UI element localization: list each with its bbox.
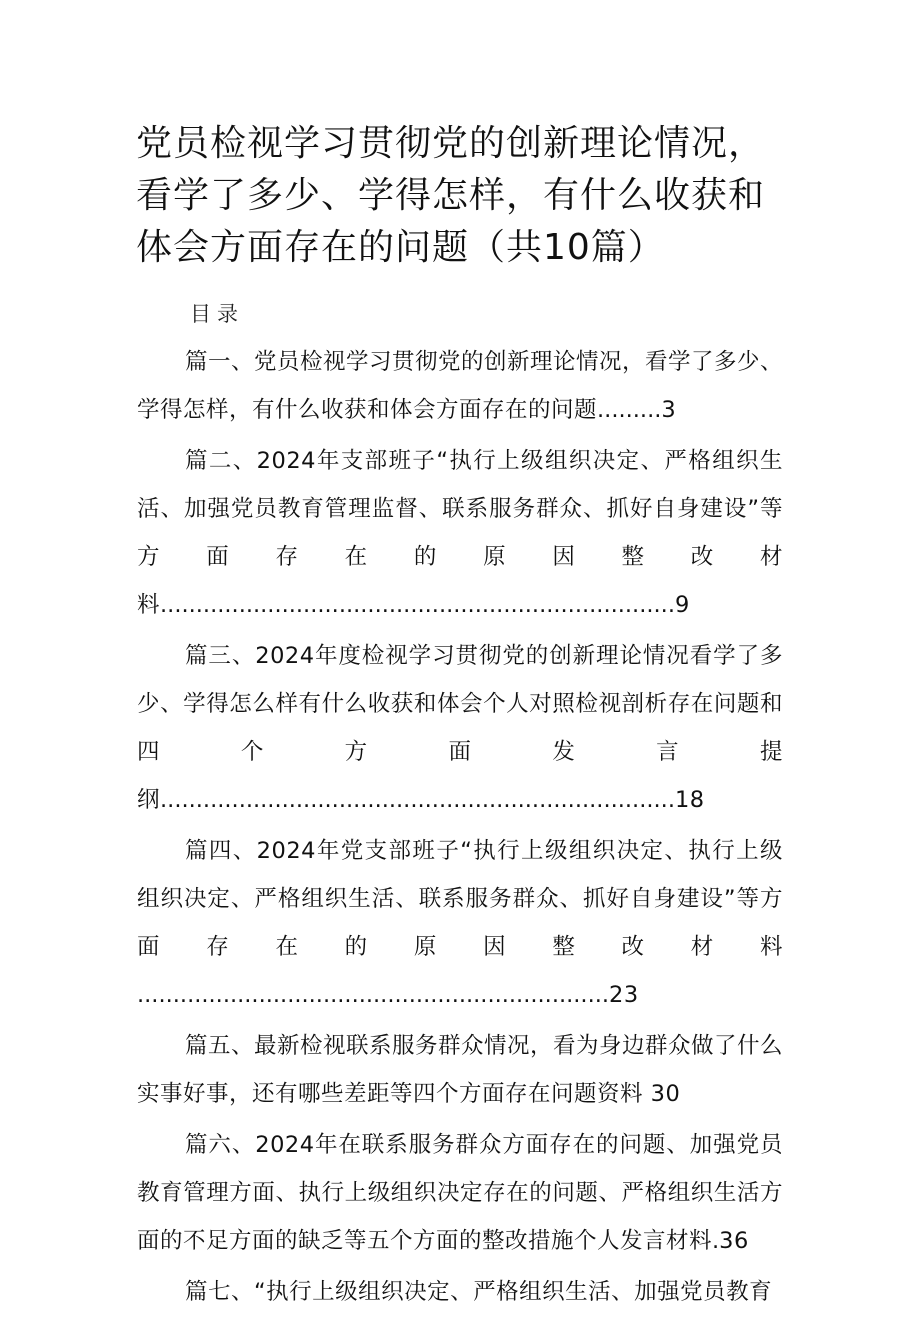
toc-entry-text: 篇四、2024年党支部班子“执行上级组织决定、执行上级组织决定、严格组织生活、联系服务群众、抓好自身建设”等方面存在的原因整改材料 (137, 838, 783, 960)
toc-entry-text: 篇三、2024年度检视学习贯彻党的创新理论情况看学了多少、学得怎么样有什么收获和体会个人对照检视剖析存在问题和四个方面发言提纲 (137, 643, 783, 813)
toc-leader-dots: ........................................................................ (160, 787, 675, 813)
toc-page-number: 18 (674, 787, 705, 813)
toc-leader-dots: ........................................................................ (160, 592, 675, 618)
toc-page-number: 36 (719, 1228, 749, 1254)
toc-entry-text: 篇六、2024年在联系服务群众方面存在的问题、加强党员教育管理方面、执行上级组织决定存在的问题、严格组织生活方面的不足方面的缺乏等五个方面的整改措施个人发言材料 (137, 1132, 783, 1254)
toc-leader-dots: .................................................................. (137, 982, 610, 1008)
toc-page-number: 30 (650, 1081, 681, 1107)
toc-entry-text: 篇七、“执行上级组织决定、严格组织生活、加强党员教育 (185, 1279, 773, 1305)
toc-entry-4[interactable] (137, 827, 783, 1019)
toc-entry-1[interactable] (137, 338, 783, 434)
toc-entry-text: 篇五、最新检视联系服务群众情况，看为身边群众做了什么实事好事，还有哪些差距等四个方面存在问题资料 (137, 1033, 784, 1107)
toc-page-number: 9 (674, 592, 690, 618)
toc-entry-text: 篇二、2024年支部班子“执行上级组织决定、严格组织生活、加强党员教育管理监督、联系服务群众、抓好自身建设”等方面存在的原因整改材料 (137, 448, 783, 618)
toc-heading: 目录 (190, 302, 244, 326)
table-of-contents (137, 338, 783, 1319)
toc-page-number: 3 (661, 397, 677, 423)
document-title: 党员检视学习贯彻党的创新理论情况，看学了多少、学得怎样，有什么收获和体会方面存在的问题（共10篇） (136, 123, 766, 268)
toc-leader-dots: . (712, 1228, 720, 1254)
toc-entry-7[interactable] (137, 1268, 783, 1316)
toc-leader-dots: ......... (597, 397, 662, 423)
toc-entry-3[interactable] (137, 632, 783, 824)
toc-entry-text: 篇一、党员检视学习贯彻党的创新理论情况，看学了多少、学得怎样，有什么收获和体会方面存在的问题 (137, 349, 784, 423)
toc-entry-5[interactable] (137, 1022, 783, 1118)
toc-page-number: 23 (609, 982, 639, 1008)
toc-entry-2[interactable] (137, 437, 783, 629)
toc-entry-6[interactable] (137, 1121, 783, 1265)
